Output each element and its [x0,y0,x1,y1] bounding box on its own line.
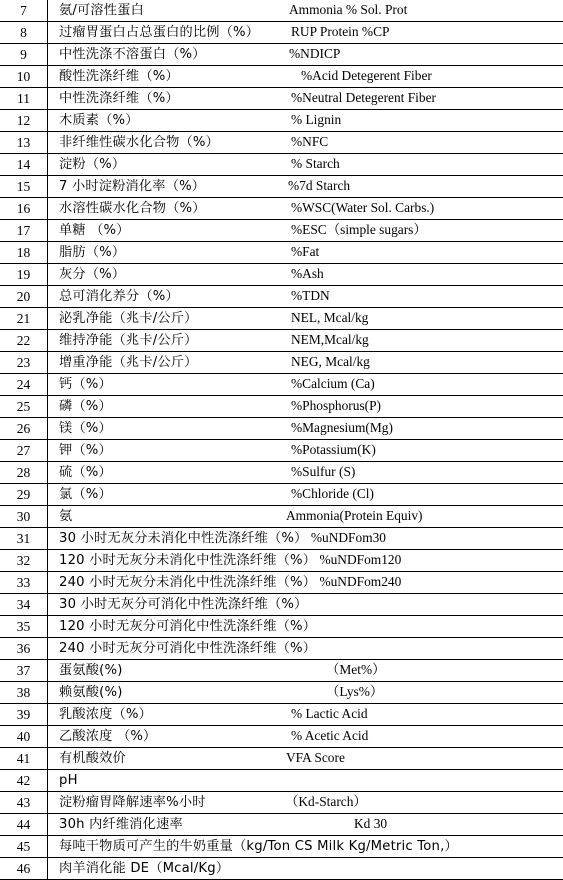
row-number: 42 [0,770,48,792]
row-label-cell [48,66,563,88]
row-label-cell [48,242,563,264]
row-number: 37 [0,660,48,682]
row-label-cell [48,484,563,506]
chinese-label: 乙酸浓度 （%） [59,729,156,744]
row-number: 10 [0,66,48,88]
english-label: %Calcium (Ca) [291,374,375,394]
english-label: %7d Starch [288,176,350,196]
row-number: 41 [0,748,48,770]
english-label: %NFC [291,132,328,152]
chinese-label: 脂肪（%） [59,245,125,260]
row-label-cell [48,88,563,110]
table-row [0,748,563,770]
row-number: 8 [0,22,48,44]
chinese-label: 非纤维性碳水化合物（%） [59,135,219,150]
table-row [0,22,563,44]
chinese-label: 磷（%） [59,399,112,414]
row-number: 9 [0,44,48,66]
row-label-cell [48,330,563,352]
english-label: %Neutral Detegerent Fiber [291,88,436,108]
row-number: 18 [0,242,48,264]
chinese-label: 乳酸浓度（%） [59,707,152,722]
table-row [0,264,563,286]
row-label-cell [48,308,563,330]
table-row [0,704,563,726]
table-row [0,176,563,198]
row-number: 35 [0,616,48,638]
row-number: 19 [0,264,48,286]
row-label-cell [48,110,563,132]
english-label: NEM,Mcal/kg [291,330,369,350]
row-number: 40 [0,726,48,748]
table-row [0,330,563,352]
chinese-label: 泌乳净能（兆卡/公斤） [59,311,198,326]
english-label: %Chloride (Cl) [291,484,374,504]
english-label: Ammonia(Protein Equiv) [286,506,423,526]
english-label: %TDN [291,286,330,306]
table-row [0,814,563,836]
row-label-cell [48,462,563,484]
english-label: NEG, Mcal/kg [291,352,370,372]
row-number: 46 [0,858,48,880]
chinese-label: 120 小时无灰分可消化中性洗涤纤维（%） [59,619,316,634]
row-label-cell [48,198,563,220]
english-label: %Acid Detegerent Fiber [301,66,432,86]
row-label-cell [48,352,563,374]
chinese-label: 钙（%） [59,377,112,392]
row-number: 33 [0,572,48,594]
row-label-cell [48,616,563,638]
table-row [0,418,563,440]
english-label: %uNDFom30 [308,530,387,545]
english-label: %uNDFom120 [316,552,401,567]
row-number: 28 [0,462,48,484]
chinese-label: 淀粉（%） [59,157,125,172]
chinese-label: 30 小时无灰分可消化中性洗涤纤维（%） [59,597,308,612]
table-row [0,88,563,110]
row-number: 44 [0,814,48,836]
english-label: Ammonia % Sol. Prot [289,0,407,20]
table-row [0,506,563,528]
chinese-label: 赖氨酸(%) [59,685,123,700]
chinese-label: 硫（%） [59,465,112,480]
chinese-label: 木质素（%） [59,113,139,128]
table-row [0,616,563,638]
row-label-cell [48,594,563,616]
table-row [0,858,563,880]
chinese-label: 氨/可溶性蛋白 [59,3,144,18]
table-row [0,660,563,682]
english-label: （Met%） [326,660,386,680]
chinese-label: 淀粉瘤胃降解速率%小时 [59,795,206,810]
row-number: 27 [0,440,48,462]
row-number: 32 [0,550,48,572]
row-label-cell [48,0,563,22]
row-label-cell [48,748,563,770]
chinese-label: 钾（%） [59,443,112,458]
chinese-label: 蛋氨酸(%) [59,663,123,678]
row-number: 26 [0,418,48,440]
chinese-label: 单糖 （%） [59,223,130,238]
row-number: 16 [0,198,48,220]
row-number: 11 [0,88,48,110]
chinese-label: 氨 [59,509,72,524]
english-label: RUP Protein %CP [291,22,389,42]
table-row [0,286,563,308]
row-label-cell [48,814,563,836]
chinese-label: 镁（%） [59,421,112,436]
row-label-cell [48,726,563,748]
chinese-label: 30 小时无灰分未消化中性洗涤纤维（%） [59,531,308,546]
row-number: 34 [0,594,48,616]
english-label: %WSC(Water Sol. Carbs.) [291,198,434,218]
table-row [0,154,563,176]
table-row [0,528,563,550]
row-number: 31 [0,528,48,550]
table-row [0,374,563,396]
row-label-cell [48,374,563,396]
row-label-cell [48,550,563,572]
row-number: 15 [0,176,48,198]
row-number: 29 [0,484,48,506]
row-number: 22 [0,330,48,352]
table-row [0,132,563,154]
table-row [0,0,563,22]
row-number: 36 [0,638,48,660]
row-label-cell [48,638,563,660]
row-number: 24 [0,374,48,396]
table-row [0,66,563,88]
chinese-label: 30h 内纤维消化速率 [59,817,183,832]
english-label: （Lys%） [326,682,383,702]
row-label-cell [48,132,563,154]
table-row [0,594,563,616]
chinese-label: 酸性洗涤纤维（%） [59,69,179,84]
row-label-cell [48,176,563,198]
row-label-cell [48,660,563,682]
english-label: %uNDFom240 [316,574,401,589]
table-row [0,770,563,792]
table-row [0,242,563,264]
chinese-label: 维持净能（兆卡/公斤） [59,333,198,348]
chinese-label: 增重净能（兆卡/公斤） [59,355,198,370]
row-number: 12 [0,110,48,132]
chinese-label: 240 小时无灰分未消化中性洗涤纤维（%） [59,575,316,590]
chinese-label: 7 小时淀粉消化率（%） [59,179,205,194]
row-label-cell [48,704,563,726]
row-number: 20 [0,286,48,308]
row-label-cell [48,792,563,814]
row-label-cell [48,396,563,418]
table-row [0,308,563,330]
row-number: 14 [0,154,48,176]
row-number: 38 [0,682,48,704]
english-label: % Lignin [291,110,341,130]
english-label: %Ash [291,264,324,284]
row-number: 23 [0,352,48,374]
chinese-label: 水溶性碳水化合物（%） [59,201,206,216]
row-number: 25 [0,396,48,418]
english-label: %ESC（simple sugars） [291,220,427,240]
english-label: NEL, Mcal/kg [291,308,368,328]
english-label: % Acetic Acid [291,726,368,746]
table-row [0,550,563,572]
chinese-label: 中性洗涤不溶蛋白（%） [59,47,206,62]
english-label: Kd 30 [354,814,387,834]
chinese-label: 中性洗涤纤维（%） [59,91,179,106]
row-label-cell [48,836,563,858]
row-label-cell [48,418,563,440]
chinese-label: 每吨干物质可产生的牛奶重量（kg/Ton CS Milk Kg/Metric Ton,） [59,839,458,854]
row-label-cell [48,770,563,792]
table-row [0,440,563,462]
row-label-cell [48,220,563,242]
chinese-label: 有机酸效价 [59,751,126,766]
english-label: %Sulfur (S) [291,462,355,482]
english-label: （Kd-Starch） [285,792,367,812]
table-row [0,44,563,66]
row-number: 21 [0,308,48,330]
row-label-cell [48,44,563,66]
row-number: 43 [0,792,48,814]
chinese-label: 肉羊消化能 DE（Mcal/Kg） [59,861,229,876]
table-row [0,572,563,594]
row-label-cell [48,264,563,286]
row-label-cell [48,154,563,176]
english-label: % Lactic Acid [291,704,368,724]
english-label: VFA Score [286,748,345,768]
row-number: 39 [0,704,48,726]
row-label-cell [48,286,563,308]
table-row [0,220,563,242]
chinese-label: 240 小时无灰分可消化中性洗涤纤维（%） [59,641,316,656]
table-row [0,726,563,748]
row-label-cell [48,858,563,880]
row-number: 7 [0,0,48,22]
english-label: %Phosphorus(P) [291,396,381,416]
english-label: % Starch [291,154,340,174]
table-row [0,638,563,660]
table-row [0,352,563,374]
chinese-label: 120 小时无灰分未消化中性洗涤纤维（%） [59,553,316,568]
row-label-cell [48,22,563,44]
english-label: %NDICP [289,44,340,64]
row-number: 30 [0,506,48,528]
table-row [0,484,563,506]
row-label-cell [48,528,563,550]
row-label-cell [48,682,563,704]
chinese-label: pH [59,773,78,788]
english-label: %Potassium(K) [291,440,376,460]
chinese-label: 总可消化养分（%） [59,289,179,304]
row-label-cell [48,440,563,462]
row-label-cell [48,506,563,528]
row-number: 45 [0,836,48,858]
row-label-cell [48,572,563,594]
table-row [0,836,563,858]
english-label: %Fat [291,242,319,262]
chinese-label: 灰分（%） [59,267,125,282]
table-row [0,198,563,220]
chinese-label: 氯（%） [59,487,112,502]
table-row [0,110,563,132]
table-row [0,792,563,814]
table-row [0,682,563,704]
table-row [0,396,563,418]
chinese-label: 过瘤胃蛋白占总蛋白的比例（%） [59,25,259,40]
row-number: 17 [0,220,48,242]
english-label: %Magnesium(Mg) [291,418,393,438]
row-number: 13 [0,132,48,154]
table-row [0,462,563,484]
